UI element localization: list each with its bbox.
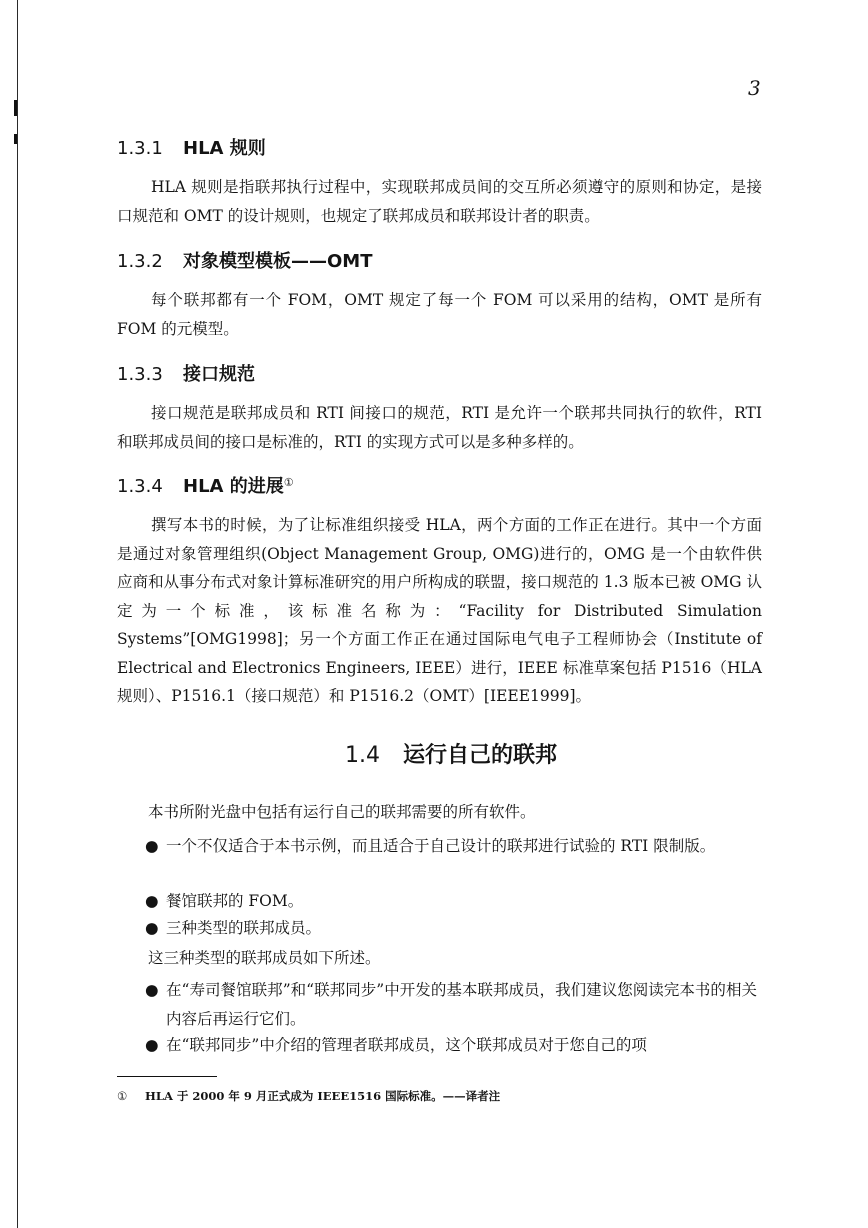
binding-mark bbox=[14, 134, 17, 144]
section-title: HLA 的进展 bbox=[183, 476, 284, 497]
section-number: 1.3.3 bbox=[117, 364, 163, 385]
section-heading-1-3-3 bbox=[117, 360, 255, 386]
section-title: 运行自己的联邦 bbox=[403, 743, 558, 768]
intro-line: 本书所附光盘中包括有运行自己的联邦需要的所有软件。 bbox=[148, 803, 536, 821]
section-title: HLA 规则 bbox=[183, 138, 266, 159]
section-heading-1-3-1 bbox=[117, 134, 266, 160]
footnote-text: HLA 于 2000 年 9 月正式成为 IEEE1516 国际标准。——译者注 bbox=[145, 1089, 501, 1103]
section-number: 1.3.4 bbox=[117, 476, 163, 497]
list-item-text: 在“寿司餐馆联邦”和“联邦同步”中开发的基本联邦成员，我们建议您阅读完本书的相关内容后再运行它们。 bbox=[166, 981, 757, 1028]
mid-line: 这三种类型的联邦成员如下所述。 bbox=[148, 949, 381, 967]
list-item bbox=[145, 887, 757, 916]
section-paragraph: 撰写本书的时候，为了让标准组织接受 HLA，两个方面的工作正在进行。其中一个方面是通过对象管理组织(Object Management Group, OMG)进行的，OMG 是一个由软件供应商和从事分布式对象计算标准研究的用户所构成的联盟，接口规范的 1.3 版本已被 OMG 认定为一个标准，该标准名称为：“Facility for Distributed Simulation Systems”[OMG1998]；另一个方面工作正在通过国际电气电子工程师协会（Institute of Electrical and Electronics Engineers, IEEE）进行，IEEE 标准草案包括 P1516（HLA 规则）、P1516.1（接口规范）和 P1516.2（OMT）[IEEE1999]。 bbox=[117, 516, 762, 705]
section-title: 接口规范 bbox=[183, 364, 255, 385]
bullet-symbol: ● bbox=[145, 892, 159, 910]
section-heading-1-4 bbox=[345, 738, 557, 769]
page-number: 3 bbox=[748, 76, 761, 100]
section-title: 对象模型模板——OMT bbox=[183, 251, 373, 272]
section-heading-1-3-2 bbox=[117, 247, 373, 273]
bullet-symbol: ● bbox=[145, 919, 159, 937]
section-number: 1.3.2 bbox=[117, 251, 163, 272]
section-paragraph: 接口规范是联邦成员和 RTI 间接口的规范，RTI 是允许一个联邦共同执行的软件，RTI 和联邦成员间的接口是标准的，RTI 的实现方式可以是多种多样的。 bbox=[117, 404, 762, 451]
footnote-rule bbox=[117, 1076, 217, 1077]
footnote-mark: ① bbox=[117, 1089, 128, 1103]
section-paragraph: 每个联邦都有一个 FOM，OMT 规定了每一个 FOM 可以采用的结构，OMT 是所有 FOM 的元模型。 bbox=[117, 291, 762, 338]
section-paragraph: HLA 规则是指联邦执行过程中，实现联邦成员间的交互所必须遵守的原则和协定，是接口规范和 OMT 的设计规则，也规定了联邦成员和联邦设计者的职责。 bbox=[117, 178, 762, 225]
bullet-symbol: ● bbox=[145, 1036, 159, 1054]
list-item-text: 在“联邦同步”中介绍的管理者联邦成员，这个联邦成员对于您自己的项 bbox=[166, 1036, 647, 1054]
binding-mark bbox=[14, 100, 17, 116]
list-item-text: 一个不仅适合于本书示例，而且适合于自己设计的联邦进行试验的 RTI 限制版。 bbox=[166, 837, 716, 855]
bullet-symbol: ● bbox=[145, 837, 159, 855]
list-item-text: 三种类型的联邦成员。 bbox=[166, 919, 322, 937]
footnote-reference: ① bbox=[283, 476, 294, 489]
list-item-text: 餐馆联邦的 FOM。 bbox=[166, 892, 304, 910]
section-number: 1.3.1 bbox=[117, 138, 163, 159]
section-heading-1-3-4 bbox=[117, 472, 294, 498]
list-item bbox=[145, 832, 757, 861]
footnote bbox=[117, 1088, 500, 1104]
list-item bbox=[145, 1031, 757, 1060]
list-item bbox=[145, 976, 757, 1033]
bullet-symbol: ● bbox=[145, 981, 159, 999]
page-binding-edge bbox=[17, 0, 18, 1228]
list-item bbox=[145, 914, 757, 943]
section-number: 1.4 bbox=[345, 743, 380, 768]
